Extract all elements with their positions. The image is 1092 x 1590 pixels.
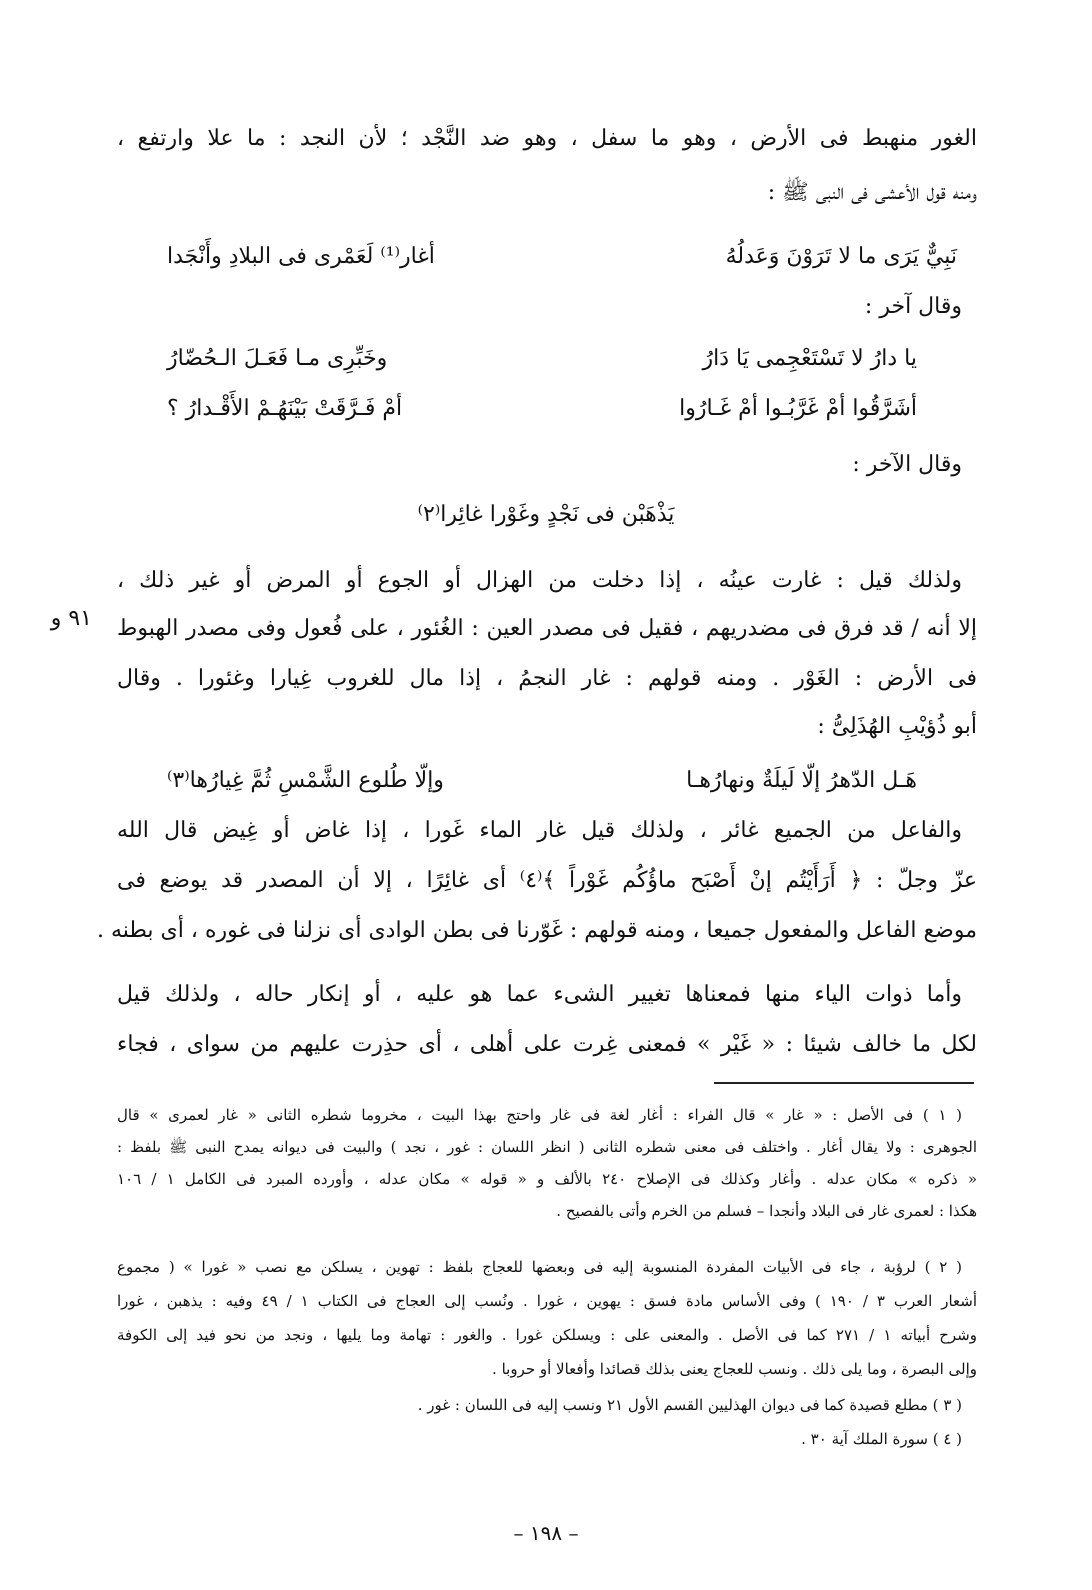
body-line: عزّ وجلّ : ﴿ أَرَأَيْتُم إنْ أَصْبَح ماؤُكُم غَوْراً ﴾⁽٤⁾ أى غائِرًا ، إلا أن المصدر قد يوضع فى xyxy=(117,868,977,893)
body-line: أبو ذُؤيْبِ الهُذَلِىُّ : xyxy=(817,714,977,739)
hemistich-first: يا دارُ لا تَسْتَعْجِمى يَا دَارُ xyxy=(702,346,917,371)
hemistich-first: نَبِيٌّ يَرَى ما لا تَرَوْنَ وَعَدلُهُ xyxy=(725,244,957,269)
hemistich-second: أمْ فَـرَّقَتْ بَيْنَهُـمْ الأَقْـدارُ ؟ xyxy=(167,396,403,421)
body-line: موضع الفاعل والمفعول جميعا ، ومنه قولهم : غَوّرنا فى بطن الوادى أى نزلنا فى غوره ، أى بطنه . xyxy=(96,918,977,943)
footnote-line: ( ٤ ) سورة الملك آية ٣٠ . xyxy=(801,1430,962,1448)
verse-intro: وقال الآخر : xyxy=(852,452,962,477)
verse-intro: وقال آخر : xyxy=(864,294,962,319)
manuscript-folio-note: ٩١ و xyxy=(50,606,92,631)
hemistich-second: وخَبِّرِى مـا فَعَـلَ الـحُضّارُ xyxy=(167,346,388,371)
footnote-line: وشرح أبياته ١ / ٢٧١ كما فى الأصل . والمعنى على : ويسلكن غورا . والغور : تهامة وما يليها ، ونجد من نحو فيد إلى الكوفة xyxy=(117,1326,977,1344)
footnote-divider xyxy=(714,1082,974,1084)
verse-line xyxy=(167,394,917,424)
hemistich-first: أشَرَّقُوا أمْ غَرَّبُـوا أمْ غَـارُوا xyxy=(679,396,917,421)
body-line: إلا أنه / قد فرق فى مضدريهم ، فقيل فى مصدر العين : الغُئور ، على فُعول وفى مصدر الهبوط xyxy=(117,616,977,641)
page-number: – ١٩٨ – xyxy=(513,1521,579,1545)
footnote-line: هكذا : لعمرى غار فى البلاد وأنجدا – فسلم من الخرم وأتى بالفصيح . xyxy=(556,1202,977,1220)
body-line: فى الأرض : الغَوْر . ومنه قولهم : غار النجمُ ، إذا مال للغروب غِيارا وغئورا . وقال xyxy=(117,666,977,691)
hemistich-second: أغار⁽¹⁾ لَعَمْرى فى البلادِ وأَنْجَدا xyxy=(167,244,435,269)
verse-line xyxy=(167,242,957,272)
footnote-line: وإلى البصرة ، وما يلى ذلك . ونسب للعجاج يعنى بذلك قصائدا وأفعالا أو حروبا . xyxy=(492,1360,977,1378)
footnote-line: أشعار العرب ٣ / ١٩٠ ) وفى الأساس مادة فسق : يهوين ، غورا . ونُسب إلى العجاج فى الكتاب ١ / ٤٩ وفيه : يذهبن ، غورا xyxy=(117,1292,978,1310)
body-line: وأما ذوات الياء منها فمعناها تغيير الشىء عما هو عليه ، أو إنكار حاله ، ولذلك قيل xyxy=(117,982,962,1007)
verse-line xyxy=(167,766,917,796)
footnote-line: « ذكره » مكان عدله . وأغار وكذلك فى الإصلاح ٢٤٠ بالألف و « قوله » مكان عدله ، وأورده المبرد فى الكامل ١ / ١٠٦ xyxy=(117,1170,978,1188)
footnote-line: ( ١ ) فى الأصل : « غار » قال الفراء : أغار لغة فى غار واحتج بهذا البيت ، مخروما شطره الثانى « غار لعمرى » قال xyxy=(117,1106,962,1124)
verse-line: يَذْهَبْن فى نَجْدٍ وغَوْرا غائِرا⁽٢⁾ xyxy=(417,502,675,527)
footnote-line: الجوهرى : ولا يقال أغار . واختلف فى معنى شطره الثانى ( انظر اللسان : غور ، نجد ) والبيت فى ديوانه يمدح النبى ﷺ بلفظ : xyxy=(117,1138,977,1156)
body-line: ومنه قول الأعشى فى النبى ﷺ : xyxy=(767,180,977,205)
footnote-line: ( ٣ ) مطلع قصيدة كما فى ديوان الهذليين القسم الأول ٢١ ونسب إليه فى اللسان : غور . xyxy=(417,1396,962,1414)
hemistich-second: وإلّا طُلوع الشَّمْسِ ثُمَّ غِيارُها⁽٣⁾ xyxy=(167,768,444,793)
hemistich-first: هَـل الدّهرُ إلّا لَيلَةٌ ونهارُهـا xyxy=(686,768,917,793)
footnote-line: ( ٢ ) لرؤبة ، جاء فى الأبيات المفردة المنسوبة إليه فى وبعضها للعجاج بلفظ : تهوين ، يسلكن مع نصب « غورا » ( مجموع xyxy=(117,1258,963,1276)
body-line: الغور منهبط فى الأرض ، وهو ما سفل ، وهو ضد النَّجْد ؛ لأن النجد : ما علا وارتفع ، xyxy=(117,126,977,151)
verse-line xyxy=(167,344,917,374)
body-line: لكل ما خالف شيئا : « غَيْر » فمعنى غِرت على أهلى ، أى حذِرت عليهم من سواى ، فجاء xyxy=(117,1032,977,1057)
body-line: والفاعل من الجميع غائر ، ولذلك قيل غار الماء غَورا ، إذا غاض أو غِيض قال الله xyxy=(117,818,962,843)
body-line: ولذلك قيل : غارت عينُه ، إذا دخلت من الهزال أو الجوع أو المرض أو غير ذلك ، xyxy=(117,568,962,593)
